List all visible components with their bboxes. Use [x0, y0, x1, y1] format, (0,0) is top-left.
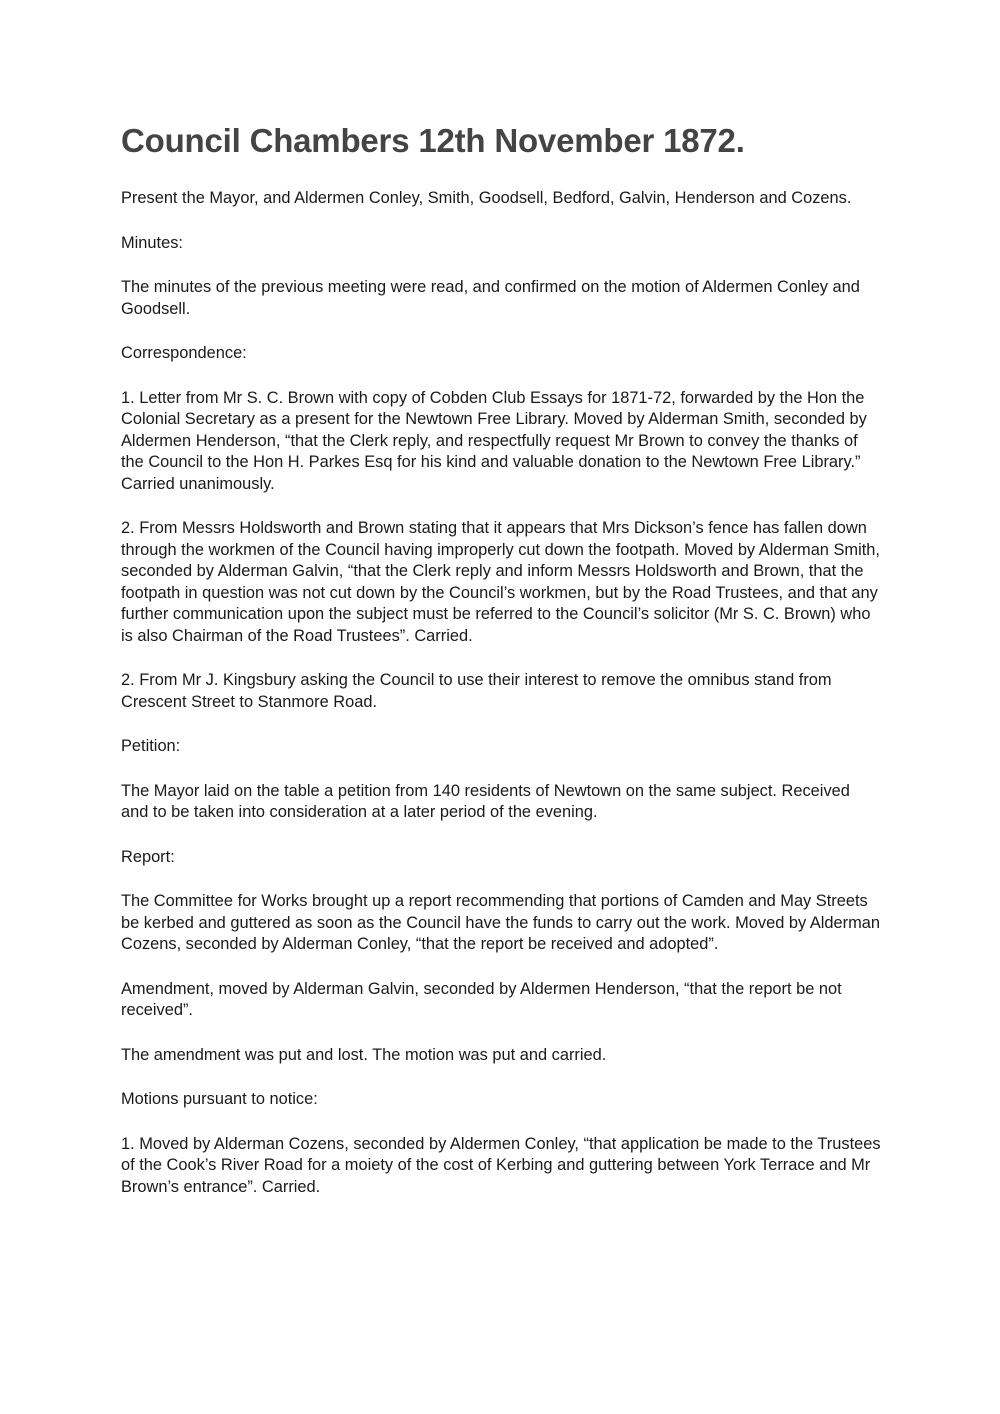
- outcome-paragraph: The amendment was put and lost. The motion was put and carried.: [121, 1045, 607, 1064]
- correspondence-item-1: 1. Letter from Mr S. C. Brown with copy of Cobden Club Essays for 1871-72, forwarded by the Hon the Colonial Secretary as a present for the Newtown Free Library. Moved by Alderman Smith, seconded by Aldermen Henderson, “that the Clerk reply, and respectfully request Mr Brown to convey the thanks of the Council to the Hon H. Parkes Esq for his kind and valuable donation to the Newtown Free Library.” Carried unanimously.: [121, 388, 867, 493]
- attendance-paragraph: Present the Mayor, and Aldermen Conley, Smith, Goodsell, Bedford, Galvin, Henderson and Cozens.: [121, 189, 852, 207]
- amendment-paragraph: Amendment, moved by Alderman Galvin, seconded by Aldermen Henderson, “that the report be not received”.: [121, 979, 842, 1019]
- report-paragraph: The Committee for Works brought up a report recommending that portions of Camden and May Streets be kerbed and guttered as soon as the Council have the funds to carry out the work. Moved by Alderman Cozens, seconded by Alderman Conley, “that the report be received and adopted”.: [121, 892, 880, 953]
- section-heading-minutes: Minutes:: [121, 233, 183, 252]
- section-heading-correspondence: Correspondence:: [121, 344, 247, 362]
- motion-item-1: 1. Moved by Alderman Cozens, seconded by Aldermen Conley, “that application be made to the Trustees of the Cook’s River Road for a moiety of the cost of Kerbing and guttering between York Terrace and Mr Brown’s entrance”. Carried.: [121, 1134, 881, 1196]
- minutes-paragraph: The minutes of the previous meeting were read, and confirmed on the motion of Aldermen Conley and Goodsell.: [121, 278, 860, 318]
- document-body: [121, 120, 881, 1221]
- page-title: Council Chambers 12th November 1872.: [121, 122, 745, 159]
- section-heading-petition: Petition:: [121, 737, 181, 755]
- section-heading-motions: Motions pursuant to notice:: [121, 1090, 318, 1108]
- correspondence-item-2: 2. From Messrs Holdsworth and Brown stating that it appears that Mrs Dickson’s fence has fallen down through the workmen of the Council having improperly cut down the footpath. Moved by Alderman Smith, seconded by Alderman Galvin, “that the Clerk reply and inform Messrs Holdsworth and Brown, that the footpath in question was not cut down by the Council’s workmen, but by the Road Trustees, and that any further communication upon the subject must be referred to the Council’s solicitor (Mr S. C. Brown) who is also Chairman of the Road Trustees”. Carried.: [121, 519, 880, 645]
- petition-paragraph: The Mayor laid on the table a petition from 140 residents of Newtown on the same subject. Received and to be taken into consideration at a later period of the evening.: [121, 781, 850, 821]
- correspondence-item-3: 2. From Mr J. Kingsbury asking the Council to use their interest to remove the omnibus stand from Crescent Street to Stanmore Road.: [121, 671, 832, 711]
- section-heading-report: Report:: [121, 847, 175, 866]
